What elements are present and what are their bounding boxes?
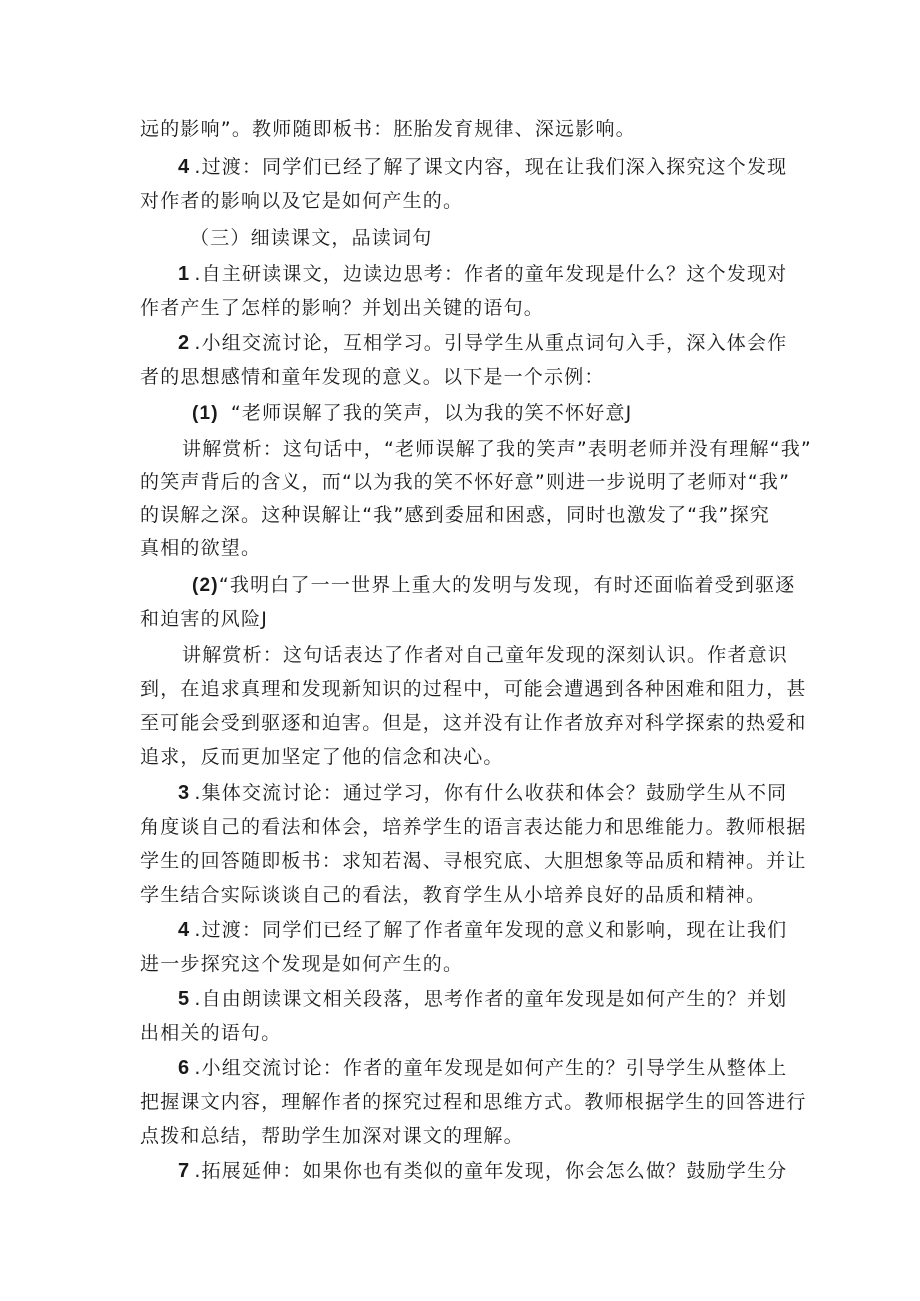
- text-line: 追求，反而更加坚定了他的信念和决心。: [140, 746, 504, 768]
- list-item: 2 .小组交流讨论，互相学习。引导学生从重点词句入手，深入体会作: [178, 332, 788, 354]
- text-line: 把握课文内容，理解作者的探究过程和思维方式。教师根据学生的回答进行: [140, 1091, 807, 1113]
- text-line: 的误解之深。这种误解让“我”感到委屈和困惑，同时也激发了“我”探究: [140, 504, 770, 526]
- list-item: 4 .过渡：同学们已经了解了作者童年发现的意义和影响，现在让我们: [178, 919, 788, 941]
- text-line: 和迫害的风险J: [140, 608, 269, 630]
- item-number: 7: [178, 1160, 191, 1182]
- text-line: 点拨和总结，帮助学生加深对课文的理解。: [140, 1125, 524, 1147]
- item-number: 4: [178, 156, 191, 178]
- example-number: (1): [192, 403, 219, 424]
- item-number: 2: [178, 332, 191, 354]
- text-line: 真相的欲望。: [140, 537, 262, 559]
- analysis-line: 讲解赏析：这句话表达了作者对自己童年发现的深刻认识。作者意识: [182, 644, 789, 666]
- list-item: 3 .集体交流讨论：通过学习，你有什么收获和体会？鼓励学生从不同: [178, 782, 788, 804]
- list-item: 5 .自由朗读课文相关段落，思考作者的童年发现是如何产生的？并划: [178, 988, 788, 1010]
- text-line: 出相关的语句。: [140, 1022, 282, 1044]
- text-line: 至可能会受到驱逐和迫害。但是，这并没有让作者放弃对科学探索的热爱和: [140, 712, 807, 734]
- analysis-line: 讲解赏析：这句话中，“老师误解了我的笑声”表明老师并没有理解“我”: [182, 438, 812, 460]
- item-number: 5: [178, 988, 191, 1010]
- text-line: 角度谈自己的看法和体会，培养学生的语言表达能力和思维能力。教师根据: [140, 816, 807, 838]
- list-item: 4 .过渡：同学们已经了解了课文内容，现在让我们深入探究这个发现: [178, 156, 788, 178]
- text-line: 学生结合实际谈谈自己的看法，教育学生从小培养良好的品质和精神。: [140, 884, 767, 906]
- text-line: 进一步探究这个发现是如何产生的。: [140, 953, 464, 975]
- item-number: 4: [178, 919, 191, 941]
- text-line: 到，在追求真理和发现新知识的过程中，可能会遭遇到各种困难和阻力，甚: [140, 678, 807, 700]
- example-quote: (1) “老师误解了我的笑声，以为我的笑不怀好意J: [192, 402, 633, 424]
- text-line: 作者产生了怎样的影响？并划出关键的语句。: [140, 297, 545, 319]
- text-line: 学生的回答随即板书：求知若渴、寻根究底、大胆想象等品质和精神。并让: [140, 850, 807, 872]
- example-quote: (2)“我明白了一一世界上重大的发明与发现，有时还面临着受到驱逐: [192, 574, 796, 596]
- list-item: 1 .自主研读课文，边读边思考：作者的童年发现是什么？这个发现对: [178, 263, 788, 285]
- example-number: (2): [192, 575, 219, 596]
- item-number: 3: [178, 782, 191, 804]
- section-heading: （三）细读课文，品读词句: [190, 227, 433, 249]
- list-item: 7 .拓展延伸：如果你也有类似的童年发现，你会怎么做？鼓励学生分: [178, 1160, 788, 1182]
- text-line: 远的影响”。教师随即板书：胚胎发育规律、深远影响。: [140, 118, 636, 140]
- item-number: 1: [178, 263, 191, 285]
- text-line: 者的思想感情和童年发现的意义。以下是一个示例：: [140, 366, 605, 388]
- item-number: 6: [178, 1057, 191, 1079]
- list-item: 6 .小组交流讨论：作者的童年发现是如何产生的？引导学生从整体上: [178, 1057, 788, 1079]
- text-line: 对作者的影响以及它是如何产生的。: [140, 190, 464, 212]
- text-line: 的笑声背后的含义，而“以为我的笑不怀好意”则进一步说明了老师对“我”: [140, 471, 791, 493]
